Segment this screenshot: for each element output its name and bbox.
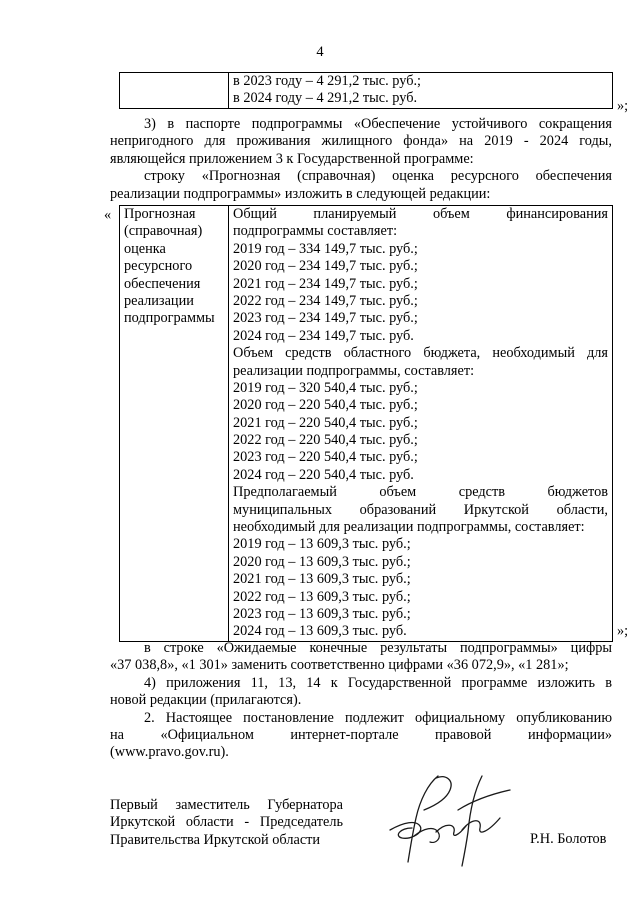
table-row-label-cell (120, 206, 229, 642)
content-line: муниципальных образований Иркутской области, (233, 501, 608, 518)
handwritten-signature (350, 770, 520, 870)
row-label-line: ресурсного (124, 258, 193, 275)
content-line: 2023 год – 220 540,4 тыс. руб.; (233, 449, 418, 466)
content-line: 2022 год – 220 540,4 тыс. руб.; (233, 432, 418, 449)
signatory-position (110, 797, 343, 849)
content-line: 2019 год – 334 149,7 тыс. руб.; (233, 240, 418, 257)
table-continuation-close-quote: »; (617, 98, 629, 114)
row-label-line: обеспечения (124, 275, 201, 292)
table-main-close-quote: »; (617, 623, 629, 639)
paragraph-line: новой редакции (прилагаются). (110, 692, 302, 709)
content-line: 2022 год – 234 149,7 тыс. руб.; (233, 292, 418, 309)
table-continuation-content-cell (229, 73, 613, 109)
content-line: Объем средств областного бюджета, необходимый для (233, 345, 608, 362)
content-line: подпрограммы составляет: (233, 223, 398, 240)
content-line: 2020 год – 234 149,7 тыс. руб.; (233, 258, 418, 275)
content-line: необходимый для реализации подпрограммы, составляет: (233, 519, 585, 536)
content-line: 2019 год – 320 540,4 тыс. руб.; (233, 379, 418, 396)
paragraph-line: 3) в паспорте подпрограммы «Обеспечение устойчивого сокращения (144, 116, 612, 132)
content-line: 2021 год – 220 540,4 тыс. руб.; (233, 414, 418, 431)
content-line: Общий планируемый объем финансирования (233, 206, 608, 222)
row-label-line: (справочная) (124, 223, 203, 240)
row-label-line: подпрограммы (124, 310, 215, 327)
content-line: 2024 год – 220 540,4 тыс. руб. (233, 466, 414, 483)
content-line: 2021 год – 234 149,7 тыс. руб.; (233, 275, 418, 292)
table-continuation (119, 72, 613, 109)
content-line: 2021 год – 13 609,3 тыс. руб.; (233, 571, 411, 588)
paragraph-amendments (110, 640, 612, 762)
paragraph-line: «37 038,8», «1 301» заменить соответственно цифрами «36 072,9», «1 281»; (110, 657, 569, 674)
table-resource-estimate (119, 205, 613, 642)
content-line: 2020 год – 220 540,4 тыс. руб.; (233, 397, 418, 414)
paragraph-item-3 (110, 116, 612, 203)
table-row-content-cell (229, 206, 613, 642)
row-label-line: реализации (124, 292, 194, 309)
content-line: 2022 год – 13 609,3 тыс. руб.; (233, 588, 411, 605)
content-line: реализации подпрограммы, составляет: (233, 362, 475, 379)
row-label-line: Прогнозная (124, 206, 196, 222)
content-line: 2024 год – 234 149,7 тыс. руб. (233, 327, 414, 344)
signatory-position-line: Иркутской области - Председатель (110, 814, 343, 831)
table-main-open-quote: « (104, 207, 112, 223)
content-line: 2023 год – 234 149,7 тыс. руб.; (233, 310, 418, 327)
table-continuation-line: в 2024 году – 4 291,2 тыс. руб. (233, 90, 418, 107)
content-line: 2024 год – 13 609,3 тыс. руб. (233, 623, 407, 640)
paragraph-line: непригодного для проживания жилищного фонда» на 2019 - 2024 годы, (110, 133, 612, 150)
paragraph-line: в строке «Ожидаемые конечные результаты подпрограммы» цифры (144, 640, 612, 656)
signatory-position-line: Первый заместитель Губернатора (110, 797, 343, 813)
paragraph-line: 2. Настоящее постановление подлежит официальному опубликованию (144, 709, 612, 726)
paragraph-line: на «Официальном интернет-портале правовой информации» (110, 726, 612, 743)
signatory-name: Р.Н. Болотов (530, 831, 607, 847)
page-number: 4 (316, 44, 324, 60)
paragraph-line: реализации подпрограммы» изложить в следующей редакции: (110, 185, 491, 202)
paragraph-line: (www.pravo.gov.ru). (110, 744, 229, 761)
paragraph-line: строку «Прогнозная (справочная) оценка ресурсного обеспечения (144, 168, 612, 185)
signatory-position-line: Правительства Иркутской области (110, 831, 321, 848)
row-label-line: оценка (124, 240, 166, 257)
content-line: 2020 год – 13 609,3 тыс. руб.; (233, 553, 411, 570)
content-line: 2019 год – 13 609,3 тыс. руб.; (233, 536, 411, 553)
paragraph-line: 4) приложения 11, 13, 14 к Государственной программе изложить в (144, 674, 612, 691)
content-line: 2023 год – 13 609,3 тыс. руб.; (233, 605, 411, 622)
paragraph-line: являющейся приложением 3 к Государственной программе: (110, 150, 474, 167)
content-line: Предполагаемый объем средств бюджетов (233, 484, 608, 501)
table-continuation-label-cell (120, 73, 229, 109)
table-continuation-line: в 2023 году – 4 291,2 тыс. руб.; (233, 73, 422, 89)
